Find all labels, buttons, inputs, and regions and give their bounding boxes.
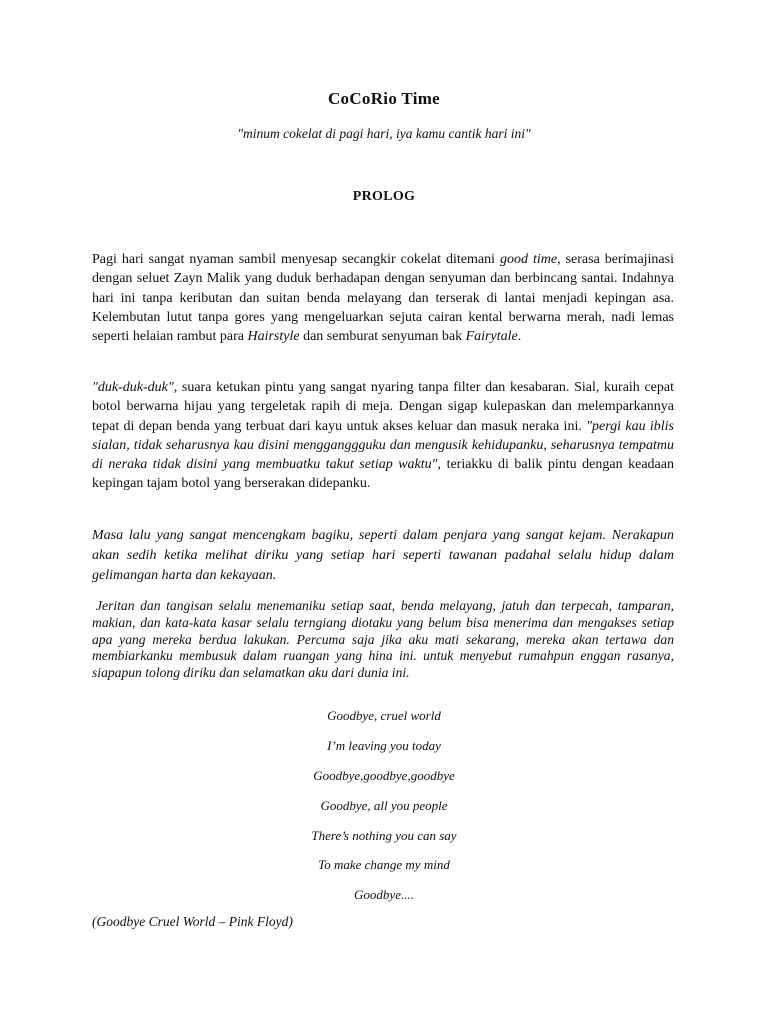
paragraph-2-text-b: , teriakku di balik pintu dengan keadaan kepingan tajam botol yang berserakan didepanku. — [92, 457, 674, 492]
paragraph-1-text-b: , serasa berimajinasi dengan seluet Zayn Malik yang duduk berhadapan dengan senyuman dan berbincang santai. Indahnya hari ini tanpa keributan dan suitan benda melayang dan terserak di lantai menjadi kepingan asa. Kelembutan lutut tanpa gores yang mengeluarkan sejuta cairan kental berwarna merah, nadi lemas seperti helaian rambut para — [92, 252, 674, 345]
paragraph-1 — [92, 250, 674, 346]
paragraph-1-text-c: dan semburat senyuman bak — [299, 329, 466, 345]
paragraph-1-emphasis-a: good time — [500, 252, 558, 267]
paragraph-2 — [92, 378, 674, 494]
paragraph-2-text-a: suara ketukan pintu yang sangat nyaring tanpa filter dan kesabaran. Sial, kuraih cepat botol berwarna hijau yang tergeletak rapih di meja. Dengan sigap kulepaskan dan melemparkannya tepat di depan benda yang terbuat dari kayu untuk akses keluar dan masuk neraka ini. — [92, 380, 674, 434]
paragraph-3: Masa lalu yang sangat mencengkam bagiku, seperti dalam penjara yang sangat kejam. Nerakapun akan sedih ketika melihat diriku yang setiap hari seperti tawanan padahal selalu hidup dalam gelimangan harta dan kekayaan. — [92, 528, 674, 583]
lyric-line: Goodbye, all you people — [320, 797, 448, 813]
paragraph-1-text-a: Pagi hari sangat nyaman sambil menyesap secangkir cokelat ditemani — [92, 252, 501, 267]
document-subtitle: "minum cokelat di pagi hari, iya kamu cantik hari ini" — [237, 126, 531, 141]
lyric-line: To make change my mind — [318, 857, 450, 873]
lyric-line: I’m leaving you today — [327, 737, 441, 753]
paragraph-1-emphasis-b: Hairstyle — [247, 329, 300, 345]
section-heading: PROLOG — [352, 189, 416, 204]
paragraph-4-text: Jeritan dan tangisan selalu menemaniku setiap saat, benda melayang, jatuh dan terpecah, tamparan, makian, dan kata-kata kasar selalu terngiang diotaku yang belum bisa menerima dan mengakses setiap apa yang mereka berdua lakukan. Percuma saja jika aku mati sekarang, mereka akan tertawa dan membiarkanku membusuk dalam ruangan yang hina ini. untuk menyebut rumahpun enggan rasanya, siapapun tolong diriku dan selamatkan aku dari dunia ini. — [92, 598, 674, 681]
song-lyrics — [0, 706, 768, 915]
song-credit: (Goodbye Cruel World – Pink Floyd) — [92, 914, 293, 929]
lyric-line: Goodbye, cruel world — [327, 708, 441, 723]
lyric-line: Goodbye.... — [354, 887, 414, 903]
paragraph-2-emphasis-a: "duk-duk-duk", — [92, 380, 178, 395]
paragraph-4 — [92, 598, 674, 682]
document-title: CoCoRio Time — [327, 89, 441, 108]
lyric-line: Goodbye,goodbye,goodbye — [313, 767, 455, 783]
lyric-line: There’s nothing you can say — [311, 827, 457, 843]
paragraph-2-emphasis-b: "pergi kau iblis sialan, tidak seharusnya kau disini mengganggguku dan mengusik kehidupanku, seharusnya tempatmu di neraka tidak disini yang membuatku takut setiap waktu" — [92, 418, 674, 473]
paragraph-1-emphasis-c: Fairytale — [465, 329, 518, 345]
paragraph-1-text-d: . — [517, 329, 522, 345]
